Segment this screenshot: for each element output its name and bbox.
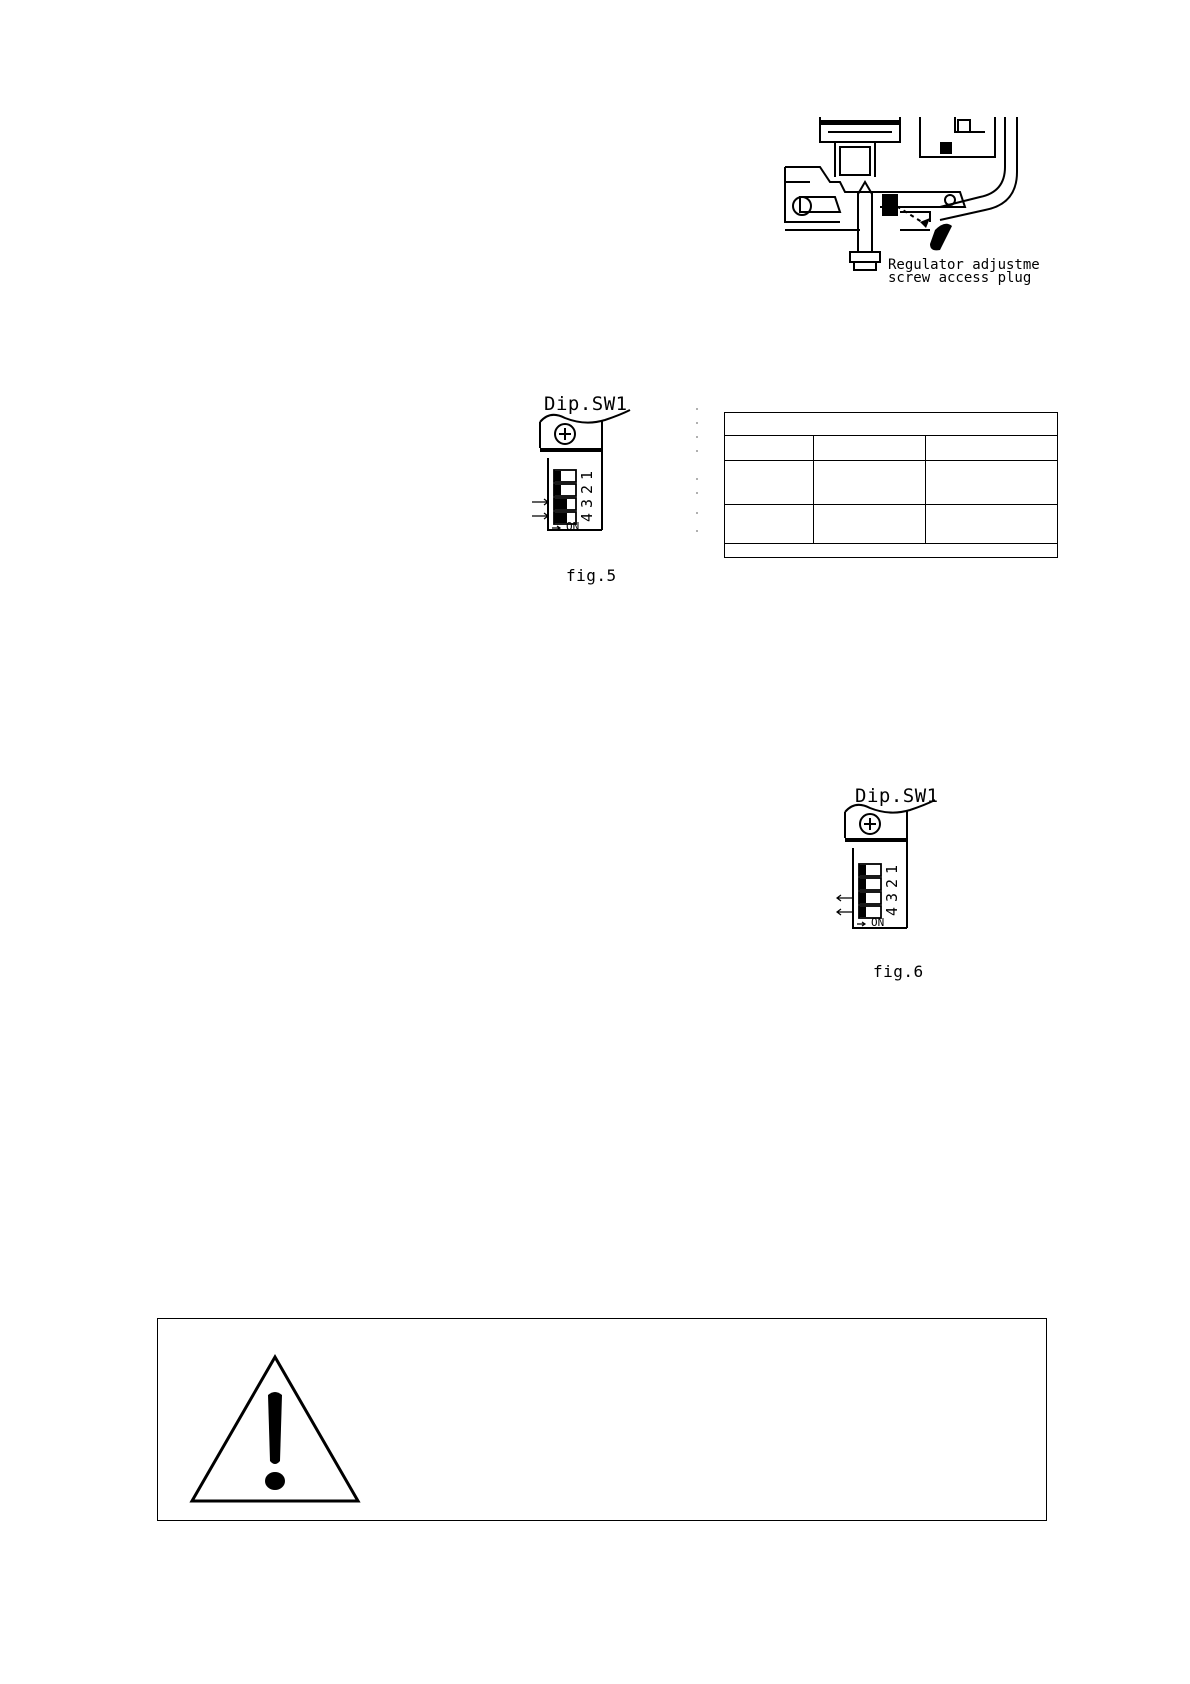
dip-switch-drawing: [835, 780, 945, 985]
switch-number-2: 2: [578, 484, 596, 494]
regulator-label-line1: Regulator adjustment: [888, 257, 1040, 273]
dip-switch-drawing: [530, 390, 640, 590]
switch-number-4: 4: [578, 512, 596, 522]
table-column-divider: [813, 435, 814, 543]
fig5-caption: fig.5: [566, 566, 617, 585]
table-row: [725, 460, 1057, 461]
regulator-label-line2: screw access plug: [888, 270, 1032, 286]
switch-number-3: 3: [578, 498, 596, 508]
switch-number-2: 2: [883, 878, 901, 888]
switch-number-3: 3: [883, 892, 901, 902]
table-column-divider: [925, 435, 926, 543]
regulator-adjustment-figure: [780, 112, 1040, 287]
table-row: [725, 504, 1057, 505]
switch-number-1: 1: [883, 864, 901, 874]
fig6-dip-title: Dip.SW1: [855, 785, 939, 807]
switch-number-4: 4: [883, 906, 901, 916]
table-row: [725, 435, 1057, 436]
settings-table: [724, 412, 1058, 558]
on-label: ON: [566, 520, 580, 533]
regulator-drawing: [780, 112, 1040, 287]
table-row: [725, 543, 1057, 544]
dip-switch-fig6: [835, 780, 945, 985]
faint-marks: [696, 408, 700, 538]
switch-number-1: 1: [578, 470, 596, 480]
fig6-caption: fig.6: [873, 962, 924, 981]
dip-switch-fig5: [530, 390, 640, 590]
fig5-dip-title: Dip.SW1: [544, 393, 628, 415]
warning-box: [157, 1318, 1047, 1521]
on-label: ON: [871, 916, 885, 929]
warning-triangle-icon: [188, 1349, 363, 1509]
